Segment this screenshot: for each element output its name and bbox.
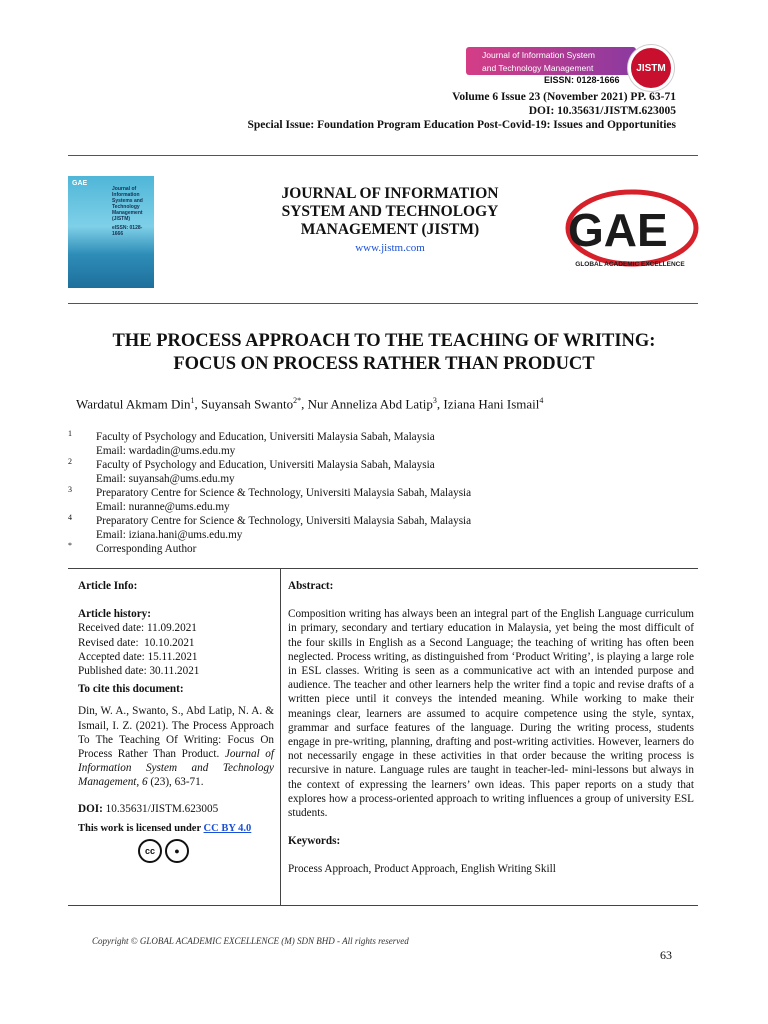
author-name: Nur Anneliza Abd Latip (307, 396, 433, 412)
author-list (76, 396, 543, 412)
citation-pages: (23), 63-71. (150, 776, 204, 789)
cover-text (112, 186, 150, 237)
license-line (78, 822, 274, 836)
doi-value: 10.35631/JISTM.623005 (105, 802, 219, 815)
article-info-heading: Article Info: (78, 580, 138, 592)
journal-name-line2: SYSTEM AND TECHNOLOGY (281, 203, 499, 220)
affiliation-number: 1 (68, 429, 72, 438)
journal-name (225, 185, 555, 239)
jistm-badge: JISTM (628, 45, 674, 91)
article-info-column (78, 579, 274, 863)
banner-line2: and Technology Management (482, 63, 594, 73)
banner-eissn: EISSN: 0128-1666 (544, 75, 620, 85)
revised-date: Revised date: 10.10.2021 (78, 636, 195, 649)
affiliation-list (68, 430, 708, 556)
title-line2: FOCUS ON PROCESS RATHER THAN PRODUCT (173, 354, 595, 374)
gae-logo (560, 188, 700, 274)
divider-top (68, 155, 698, 156)
corresponding-text: Corresponding Author (96, 543, 197, 555)
abstract-column (288, 579, 694, 877)
cc-icons (138, 839, 274, 863)
affiliation (68, 514, 708, 542)
paper-title (40, 330, 728, 376)
affiliation-email[interactable]: Email: suyansah@ums.edu.my (96, 473, 235, 485)
affiliation (68, 458, 708, 486)
affiliation-institution: Faculty of Psychology and Education, Universiti Malaysia Sabah, Malaysia (96, 431, 435, 443)
author-separator: , (301, 396, 308, 412)
accepted-date: Accepted date: 15.11.2021 (78, 650, 198, 663)
affiliation-institution: Preparatory Centre for Science & Technology, Universiti Malaysia Sabah, Malaysia (96, 515, 472, 527)
affiliation-institution: Faculty of Psychology and Education, Universiti Malaysia Sabah, Malaysia (96, 459, 435, 471)
affiliation-number: 2 (68, 457, 72, 466)
received-date: Received date: 11.09.2021 (78, 622, 197, 635)
journal-url-link[interactable]: www.jistm.com (355, 242, 425, 254)
license-link[interactable]: CC BY 4.0 (203, 822, 252, 834)
corresponding-author (68, 542, 708, 556)
cite-heading: To cite this document: (78, 683, 184, 696)
article-history-heading: Article history: (78, 608, 152, 621)
doi-header: DOI: 10.35631/JISTM.623005 (528, 105, 676, 117)
author-affiliation-mark: 2* (293, 396, 302, 405)
citation-journal: Journal of Information System and Technology Management, (78, 748, 274, 789)
divider-mid (68, 303, 698, 304)
doi-line (78, 802, 274, 816)
citation (78, 704, 274, 789)
affiliation-institution: Preparatory Centre for Science & Technology, Universiti Malaysia Sabah, Malaysia (96, 487, 472, 499)
gae-mark: GAE (568, 204, 668, 256)
copyright-notice: Copyright © GLOBAL ACADEMIC EXCELLENCE (M) SDN BHD - All rights reserved (92, 936, 409, 946)
article-info-table (68, 568, 698, 906)
author-name: Wardatul Akmam Din (76, 396, 191, 412)
affiliation-email[interactable]: Email: nuranne@ums.edu.my (96, 501, 230, 513)
author-name: Iziana Hani Ismail (443, 396, 540, 412)
abstract-text: Composition writing has always been an integral part of the English Language curriculum in primary, secondary and tertiary education in Malaysia, yet being the most difficult of the four skills in English as a Second Language; the teaching of writing has often been neglected. Process writing, as distinguished from ‘Product Writing’, is playing a large role in ESL classes. Writing is seen as a communicative act with an intended purpose and audience. The teacher and other learners help the writer find a topic and revise drafts of a written piece until it conveys the intended meaning. While working to make their meanings clear, learners are assumed to acquire competence using the style, syntax, grammar and surface features of the language. During the writing process, students engage in pre-writing, planning, drafting and post-writing activities. However, learners do not necessarily engage in these activities in that order because the writing process is recursive in nature. Language rules are taught in teacher-led- mini-lessons but always in the context of expressing the learners’ own ideas. This paper reports on a study that explores how a process-oriented approach to writing influences a group of university ESL students. (288, 608, 694, 820)
author-affiliation-mark: 3 (432, 396, 437, 405)
affiliation-email[interactable]: Email: wardadin@ums.edu.my (96, 445, 236, 457)
journal-name-line1: JOURNAL OF INFORMATION (281, 185, 499, 202)
special-issue: Special Issue: Foundation Program Education Post-Covid-19: Issues and Opportunities (247, 119, 676, 131)
abstract-heading: Abstract: (288, 580, 334, 592)
author-name: Suyansah Swanto (201, 396, 294, 412)
keywords-text: Process Approach, Product Approach, English Writing Skill (288, 863, 556, 876)
author-affiliation-mark: 4 (539, 396, 544, 405)
issue-meta (247, 90, 676, 132)
banner-title (466, 47, 636, 75)
affiliation-number: 3 (68, 485, 72, 494)
journal-name-line3: MANAGEMENT (JISTM) (300, 221, 480, 238)
citation-volume: 6 (142, 776, 148, 789)
volume-info: Volume 6 Issue 23 (November 2021) PP. 63-71 (452, 91, 676, 103)
affiliation (68, 430, 708, 458)
affiliation (68, 486, 708, 514)
license-text: This work is licensed under (78, 822, 201, 834)
affiliation-number: 4 (68, 513, 72, 522)
keywords-heading: Keywords: (288, 835, 341, 848)
published-date: Published date: 30.11.2021 (78, 665, 200, 678)
author-separator: , (194, 396, 201, 412)
page-number: 63 (660, 948, 672, 962)
citation-text: Din, W. A., Swanto, S., Abd Latip, N. A. & Ismail, I. Z. (2021). The Process Approach To The Teaching Of Writing: Focus On Process Rather Than Product. (78, 705, 274, 761)
cc-icon: cc (138, 839, 162, 863)
author-separator: , (436, 396, 444, 412)
table-divider (280, 569, 281, 905)
journal-cover-image (68, 176, 154, 288)
gae-tagline: GLOBAL ACADEMIC EXCELLENCE (575, 261, 685, 268)
corresponding-mark: * (68, 541, 72, 550)
journal-banner (466, 45, 676, 87)
cover-logo: GAE (72, 180, 88, 187)
author-affiliation-mark: 1 (190, 396, 195, 405)
title-line1: THE PROCESS APPROACH TO THE TEACHING OF WRITING: (112, 331, 656, 351)
doi-label: DOI: (78, 802, 103, 815)
banner-line1: Journal of Information System (482, 50, 595, 60)
cover-eissn: eISSN: 0128-1666 (112, 225, 143, 237)
affiliation-email[interactable]: Email: iziana.hani@ums.edu.my (96, 529, 243, 541)
by-icon: ● (165, 839, 189, 863)
cover-title: Journal of Information Systems and Technology Management (JISTM) (112, 186, 143, 222)
